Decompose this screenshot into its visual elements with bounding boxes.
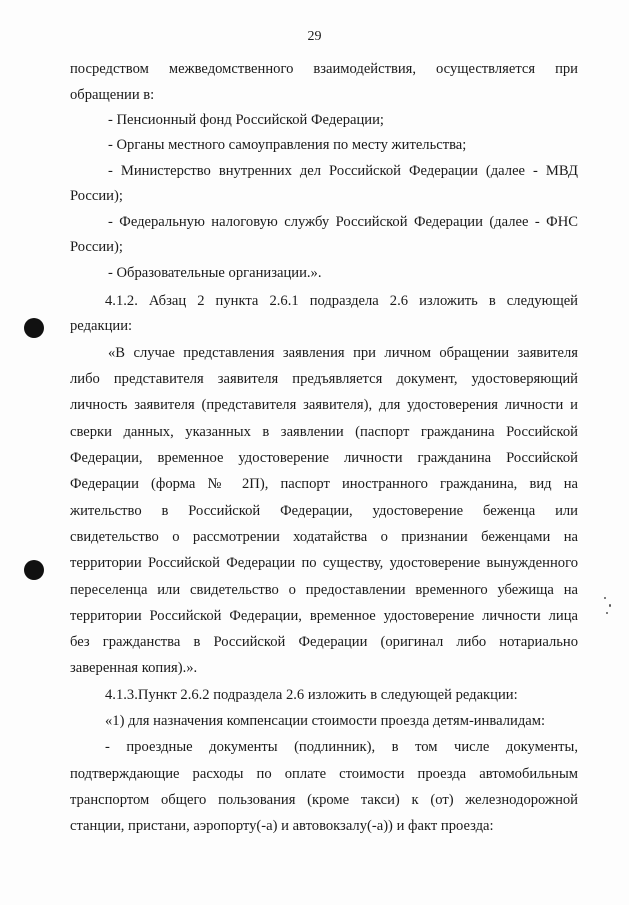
text-line: станции, пристани, аэропорту(-а) и автовокзалу(-а)) и факт проезда: xyxy=(70,818,494,834)
text-line: обращении в: xyxy=(70,87,155,103)
scan-speck xyxy=(609,604,611,607)
text-line: подтверждающие расходы по оплате стоимости проезда автомобильным xyxy=(70,766,578,782)
scan-speck xyxy=(606,612,608,614)
scan-speck xyxy=(604,597,606,599)
text-line: личность заявителя (представителя заявителя), для удостоверения личности и xyxy=(70,397,578,413)
text-line: либо представителя заявителя предъявляется документ, удостоверяющий xyxy=(70,371,578,387)
text-line: 4.1.2. Абзац 2 пункта 2.6.1 подраздела 2.6 изложить в следующей xyxy=(105,293,578,309)
text-line: 4.1.3.Пункт 2.6.2 подраздела 2.6 изложить в следующей редакции: xyxy=(105,687,518,703)
text-line: транспортом общего пользования (кроме такси) к (от) железнодорожной xyxy=(70,792,578,808)
text-line: посредством межведомственного взаимодействия, осуществляется при xyxy=(70,61,578,77)
punch-hole xyxy=(24,318,44,338)
text-line: России); xyxy=(70,239,123,255)
list-item: - Министерство внутренних дел Российской Федерации (далее - МВД xyxy=(108,163,578,179)
text-line: сверки данных, указанных в заявлении (паспорт гражданина Российской xyxy=(70,424,578,440)
text-line: Федерации, временное удостоверение личности гражданина Российской xyxy=(70,450,578,466)
text-line: территории Российской Федерации по существу, удостоверение вынужденного xyxy=(70,555,578,571)
list-item: - проездные документы (подлинник), в том числе документы, xyxy=(105,739,578,755)
list-item: - Образовательные организации.». xyxy=(108,265,322,281)
list-item: - Пенсионный фонд Российской Федерации; xyxy=(108,112,384,128)
text-line: Федерации (форма № 2П), паспорт иностранного гражданина, вид на xyxy=(70,476,578,492)
text-line: России); xyxy=(70,188,123,204)
text-line: жительство в Российской Федерации, удостоверение беженца или xyxy=(70,503,578,519)
text-line: без гражданства в Российской Федерации (оригинал либо нотариально xyxy=(70,634,578,650)
list-item: - Федеральную налоговую службу Российской Федерации (далее - ФНС xyxy=(108,214,578,230)
text-line: переселенца или свидетельство о предоставлении временного убежища на xyxy=(70,582,578,598)
text-line: «1) для назначения компенсации стоимости проезда детям-инвалидам: xyxy=(105,713,546,729)
text-line: территории Российской Федерации, временное удостоверение личности лица xyxy=(70,608,578,624)
page-number: 29 xyxy=(307,29,322,44)
text-line: заверенная копия).». xyxy=(70,660,198,676)
list-item: - Органы местного самоуправления по месту жительства; xyxy=(108,137,467,153)
text-line: «В случае представления заявления при личном обращении заявителя xyxy=(108,345,578,361)
text-line: редакции: xyxy=(70,318,133,334)
punch-hole xyxy=(24,560,44,580)
text-line: свидетельство о рассмотрении ходатайства о признании беженцами на xyxy=(70,529,578,545)
